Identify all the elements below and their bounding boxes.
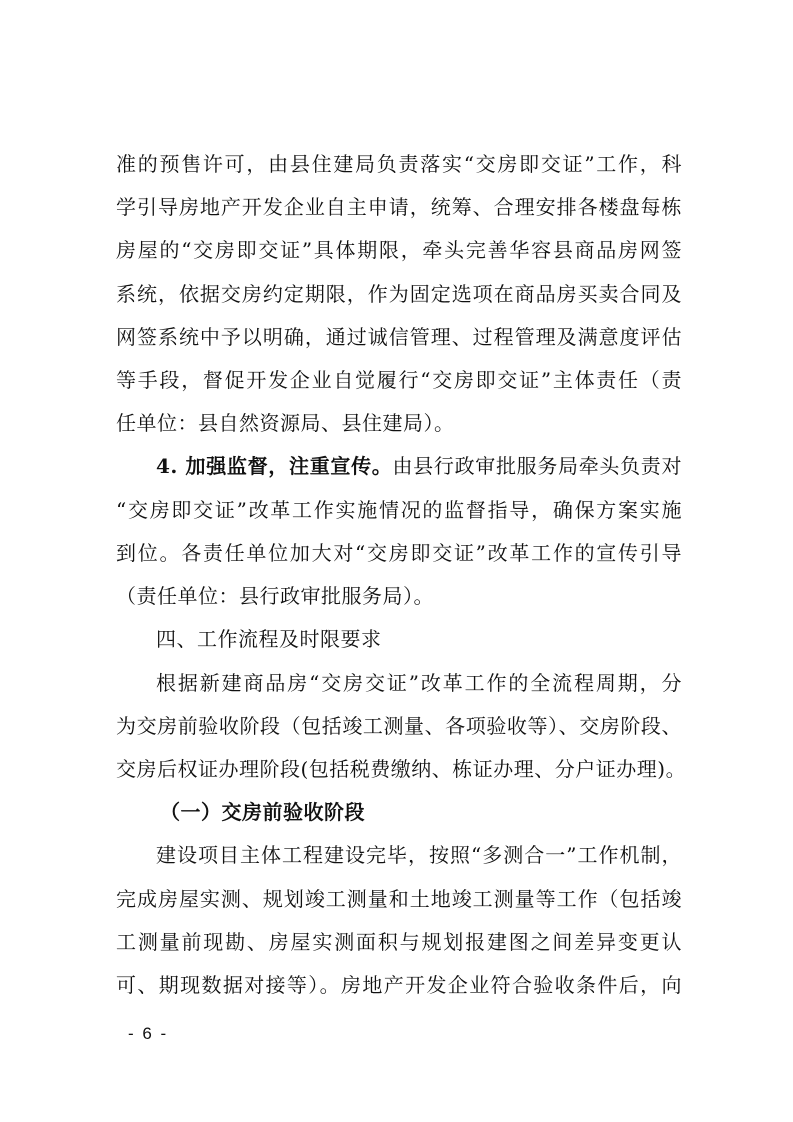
item-4-first-line bbox=[156, 453, 682, 479]
page-number: - 6 - bbox=[128, 1024, 169, 1043]
text-line: “交房即交证”改革工作实施情况的监督指导，确保方案实施 bbox=[116, 498, 682, 522]
text-line: 系统，依据交房约定期限，作为固定选项在商品房买卖合同及 bbox=[116, 282, 682, 306]
text-line: 建设项目主体工程建设完毕，按照“多测合一”工作机制， bbox=[156, 843, 682, 867]
text-line: 学引导房地产开发企业自主申请，统筹、合理安排各楼盘每栋 bbox=[116, 195, 682, 219]
text-line: 准的预售许可，由县住建局负责落实“交房即交证”工作，科 bbox=[116, 152, 682, 176]
text-line: （责任单位：县行政审批服务局）。 bbox=[116, 584, 434, 608]
item-4-first-line-rest: 由县行政审批服务局牵头负责对 bbox=[392, 454, 683, 478]
text-line: 等手段，督促开发企业自觉履行“交房即交证”主体责任（责 bbox=[116, 368, 682, 392]
text-line: 根据新建商品房“交房交证”改革工作的全流程周期，分 bbox=[156, 671, 682, 695]
section-heading: 四、工作流程及时限要求 bbox=[156, 627, 382, 651]
text-line: 房屋的“交房即交证”具体期限，牵头完善华容县商品房网签 bbox=[116, 238, 682, 262]
item-4-bold-lead: 4. 加强监督，注重宣传。 bbox=[156, 454, 393, 478]
subsection-heading: （一）交房前验收阶段 bbox=[160, 800, 365, 824]
text-line: 交房后权证办理阶段(包括税费缴纳、栋证办理、分户证办理)。 bbox=[116, 757, 687, 781]
text-line: 到位。各责任单位加大对“交房即交证”改革工作的宣传引导 bbox=[116, 541, 682, 565]
text-line: 网签系统中予以明确，通过诚信管理、过程管理及满意度评估 bbox=[116, 325, 682, 349]
text-line: 工测量前现勘、房屋实测面积与规划报建图之间差异变更认 bbox=[116, 930, 682, 954]
text-line: 任单位：县自然资源局、县住建局）。 bbox=[116, 411, 455, 435]
text-line: 完成房屋实测、规划竣工测量和土地竣工测量等工作（包括竣 bbox=[116, 887, 682, 911]
text-line: 为交房前验收阶段（包括竣工测量、各项验收等）、交房阶段、 bbox=[116, 714, 682, 738]
text-line: 可、期现数据对接等）。房地产开发企业符合验收条件后，向 bbox=[116, 973, 682, 997]
